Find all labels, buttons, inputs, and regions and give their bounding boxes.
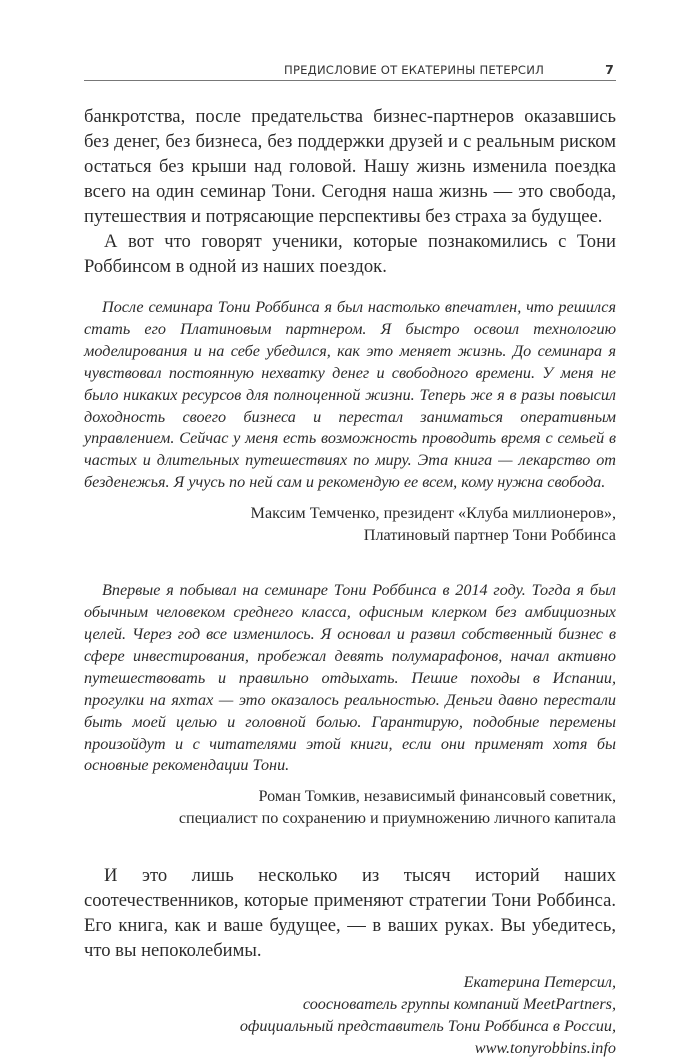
- testimonial-2: [84, 580, 616, 829]
- signature-block: [84, 971, 616, 1059]
- paragraph-continued: банкротства, после предательства бизнес-партнеров оказавшись без денег, без бизнеса, без поддержки друзей и с реальным риском остаться без крыши над головой. Нашу жизнь изменила поездка всего на один семинар Тони. Сегодня наша жизнь — это свобода, путешествия и потрясающие перспективы без страха за будущее.: [84, 106, 616, 227]
- author-role: Платиновый партнер Тони Роббинса: [363, 526, 616, 545]
- signature-website: www.tonyrobbins.info: [474, 1039, 616, 1058]
- paragraph-intro-testimonials: А вот что говорят ученики, которые познакомились с Тони Роббинсом в одной из наших поездок.: [84, 231, 616, 277]
- testimonial-text: Впервые я побывал на семинаре Тони Роббинса в 2014 году. Тогда я был обычным человеком среднего класса, офисным клерком без амбициозных целей. Через год все изменилось. Я основал и развил собственный бизнес в сфере инвестирования, пробежал девять полумарафонов, начал активно путешествовать и правильно отдыхать. Пешие походы в Испании, прогулки на яхтах — это оказалось реальностью. Деньги давно перестали быть моей целью и головной болью. Гарантирую, подобные перемены произойдут и с читателями этой книги, если они применят хотя бы основные рекомендации Тони.: [84, 581, 616, 775]
- paragraph-conclusion: И это лишь несколько из тысяч историй наших соотечественников, которые применяют стратегии Тони Роббинса. Его книга, как и ваше будущее, — в ваших руках. Вы убедитесь, что вы непоколебимы.: [84, 865, 616, 962]
- running-header: [84, 62, 616, 81]
- signature-name: Екатерина Петерсил,: [463, 973, 616, 992]
- testimonial-1: [84, 297, 616, 546]
- author-role: специалист по сохранению и приумножению личного капитала: [178, 809, 616, 828]
- body-text: [84, 104, 616, 1059]
- testimonial-author: [84, 785, 616, 829]
- running-title: ПРЕДИСЛОВИЕ ОТ ЕКАТЕРИНЫ ПЕТЕРСИЛ: [284, 63, 544, 77]
- author-name-title: Максим Темченко, президент «Клуба миллионеров»,: [250, 504, 616, 523]
- page-number: 7: [605, 62, 614, 77]
- signature-company: сооснователь группы компаний MeetPartners,: [302, 995, 616, 1014]
- testimonial-author: [84, 502, 616, 546]
- author-name-title: Роман Томкив, независимый финансовый советник,: [258, 787, 616, 806]
- testimonial-text: После семинара Тони Роббинса я был настолько впечатлен, что решился стать его Платиновым партнером. Я быстро освоил технологию моделирования и на себе убедился, как это меняет жизнь. До семинара я чувствовал постоянную нехватку денег и свободного времени. У меня не было никаких ресурсов для полноценной жизни. Теперь же я в разы повысил доходность своего бизнеса и перестал заниматься оперативным управлением. Сейчас у меня есть возможность проводить время с семьей в частых и длительных путешествиях по миру. Эта книга — лекарство от безденежья. Я учусь по ней сам и рекомендую ее всем, кому нужна свобода.: [84, 298, 616, 492]
- signature-role: официальный представитель Тони Роббинса в России,: [239, 1017, 616, 1036]
